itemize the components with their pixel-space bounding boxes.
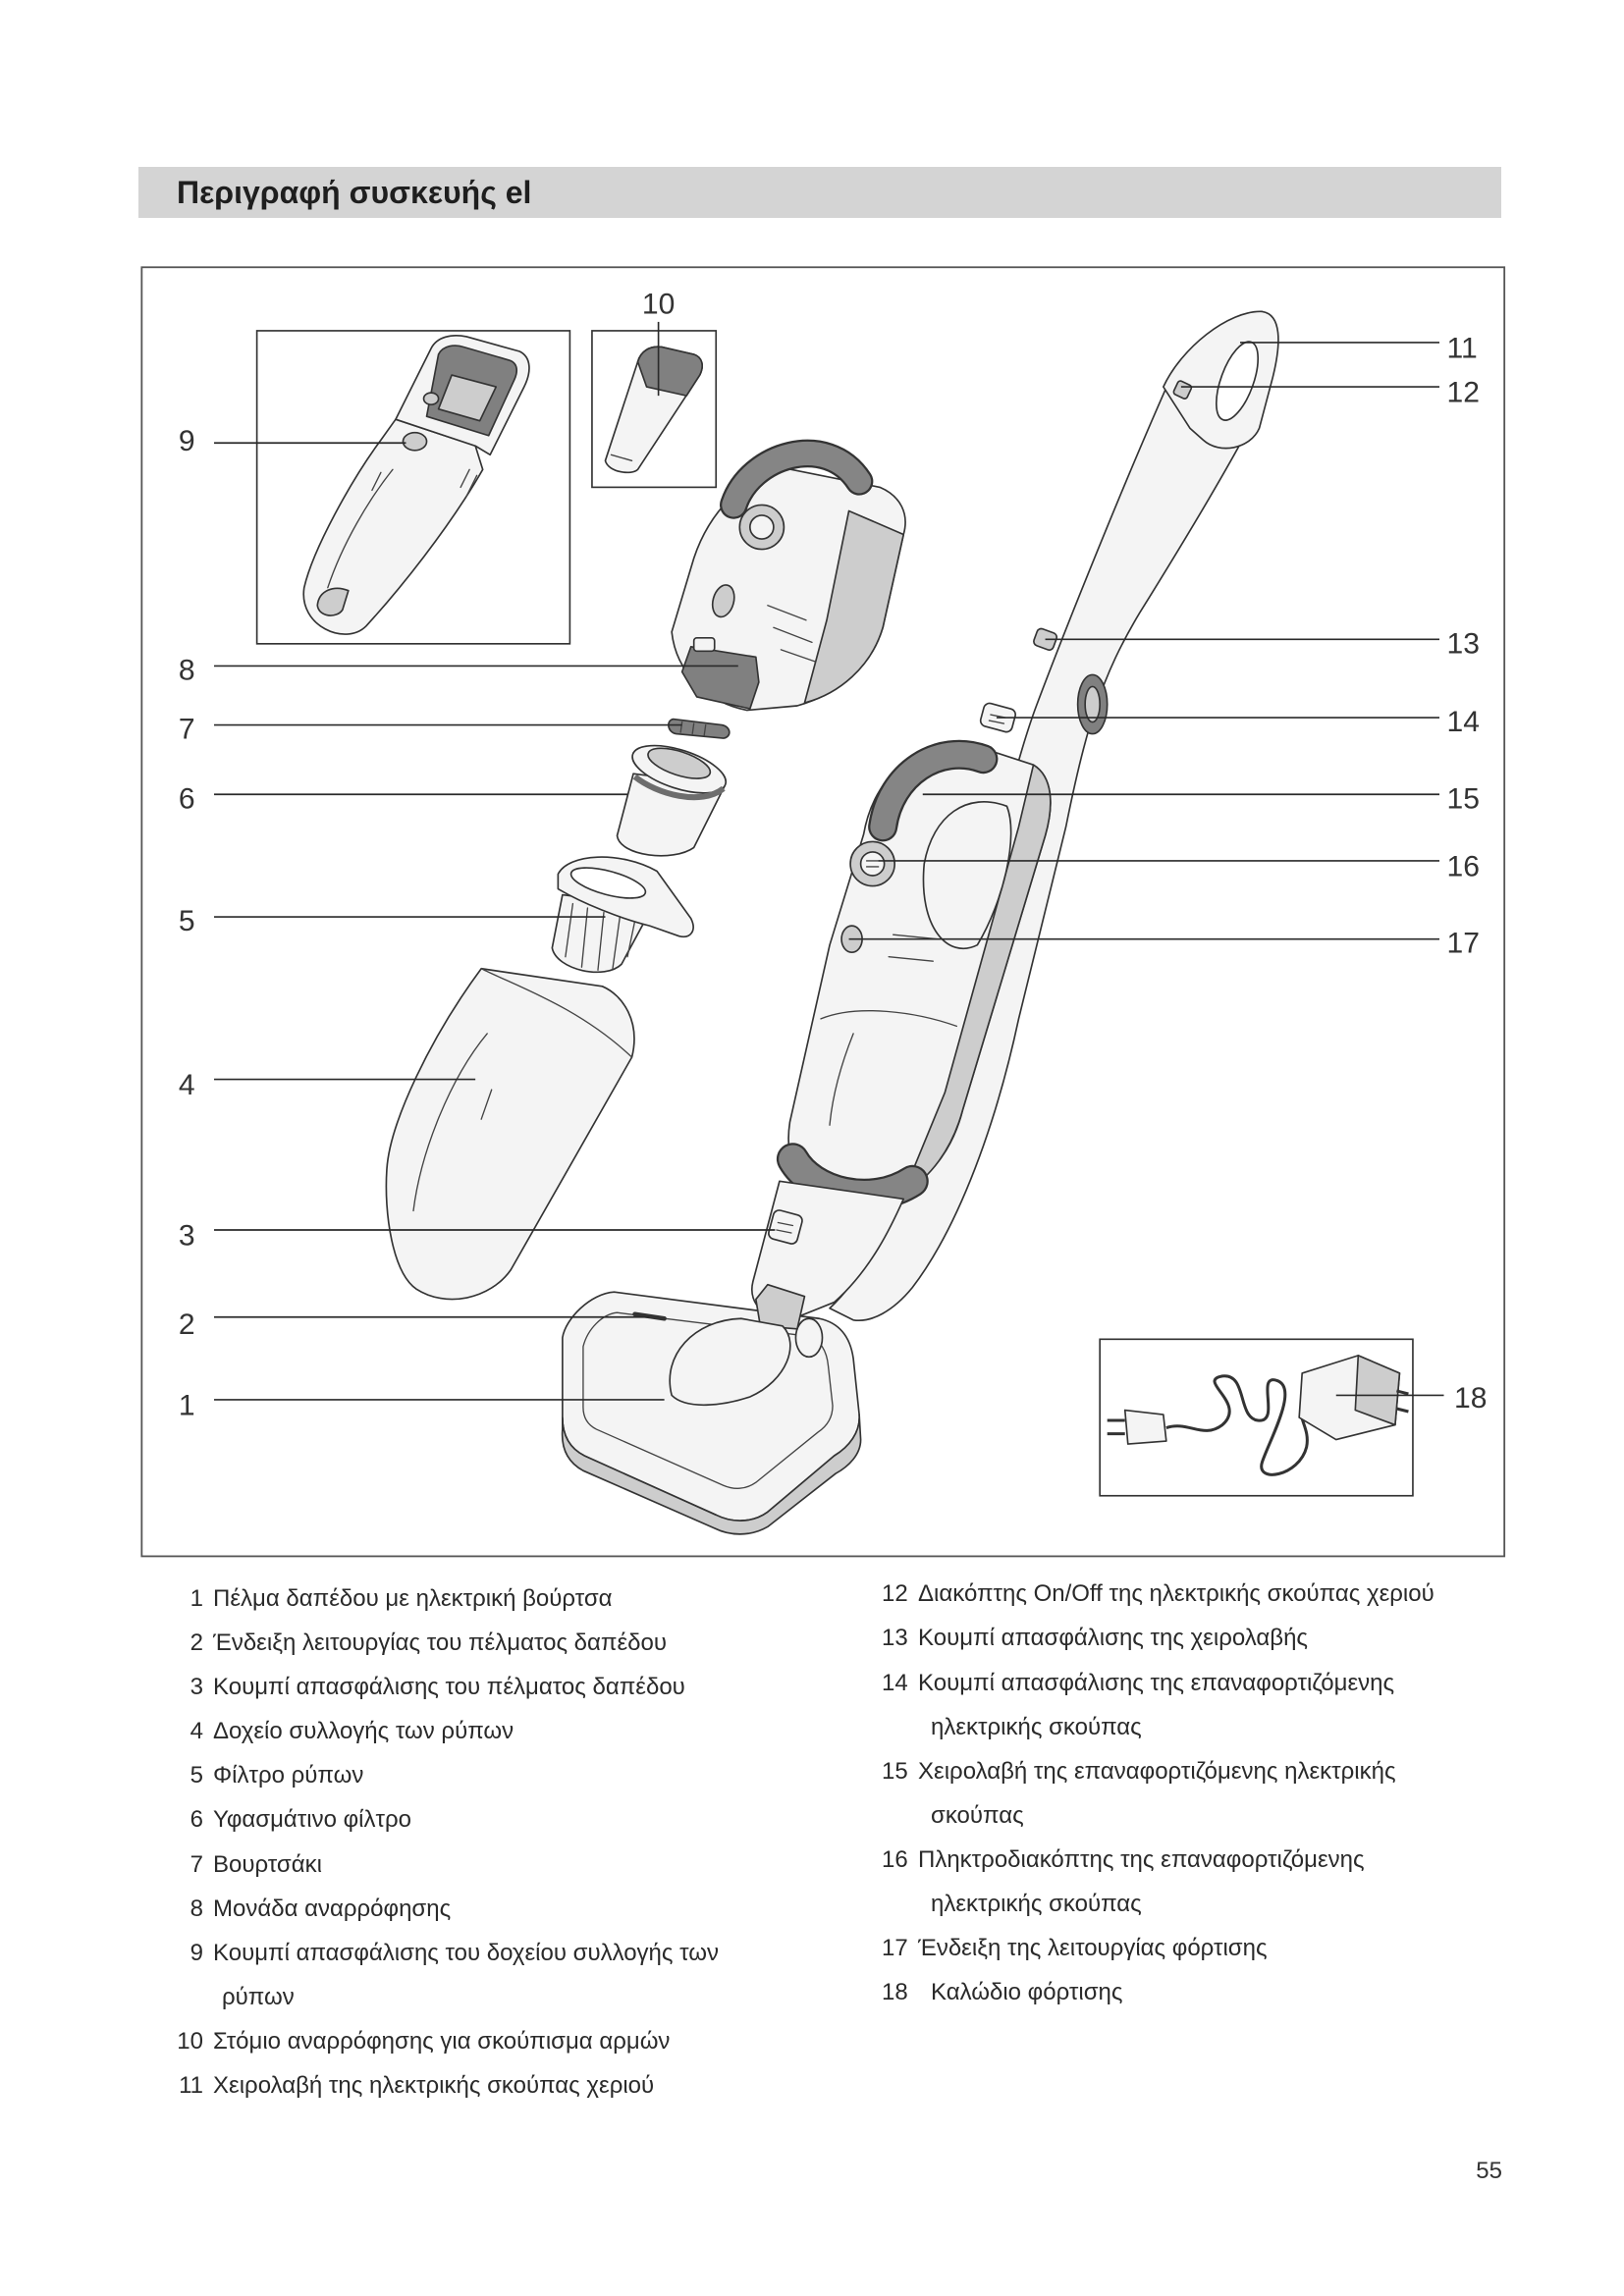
callout-12: 12 xyxy=(1446,376,1480,409)
legend-item-5 xyxy=(164,1761,363,1790)
legend-text: Βουρτσάκι xyxy=(213,1851,322,1878)
legend-number: 6 xyxy=(189,1806,203,1833)
callout-16: 16 xyxy=(1446,850,1480,883)
suction-unit-drawing xyxy=(672,454,905,711)
callout-7: 7 xyxy=(178,713,195,746)
legend-text: Χειρολαβή της ηλεκτρικής σκούπας χεριού xyxy=(213,2072,655,2099)
release-button-9-drawing xyxy=(403,433,426,451)
small-brush-drawing xyxy=(669,720,730,739)
callout-1: 1 xyxy=(178,1389,195,1422)
legend-number: 12 xyxy=(882,1580,908,1607)
legend-text: Καλώδιο φόρτισης xyxy=(931,1979,1123,2005)
legend-number: 4 xyxy=(189,1718,203,1744)
legend-item-15-continued: σκούπας xyxy=(931,1802,1024,1829)
legend-item-18 xyxy=(882,1978,1122,2007)
legend-text: Πληκτροδιακόπτης της επαναφορτιζόμενης xyxy=(918,1846,1365,1873)
legend-item-3 xyxy=(164,1673,685,1702)
callout-9: 9 xyxy=(178,425,195,458)
legend-text: Κουμπί απασφάλισης του πέλματος δαπέδου xyxy=(213,1674,685,1700)
legend-item-7 xyxy=(164,1850,322,1880)
legend-number: 15 xyxy=(882,1758,908,1785)
legend-text: Διακόπτης On/Off της ηλεκτρικής σκούπας χεριού xyxy=(918,1580,1435,1607)
legend-text: Στόμιο αναρρόφησης για σκούπισμα αρμών xyxy=(213,2028,671,2055)
legend-number: 18 xyxy=(882,1979,908,2005)
legend-item-11 xyxy=(164,2071,654,2101)
legend-text: Πέλμα δαπέδου με ηλεκτρική βούρτσα xyxy=(213,1585,613,1612)
legend-number: 14 xyxy=(882,1670,908,1696)
legend-text: Ένδειξη της λειτουργίας φόρτισης xyxy=(918,1935,1268,1961)
page-title: Περιγραφή συσκευής el xyxy=(177,175,532,210)
callout-8: 8 xyxy=(178,654,195,687)
legend-item-8 xyxy=(164,1895,451,1924)
legend-item-13 xyxy=(882,1624,1308,1653)
legend-item-17 xyxy=(882,1934,1268,1963)
legend-number: 2 xyxy=(189,1629,203,1656)
legend-item-10 xyxy=(164,2027,670,2056)
legend-item-9 xyxy=(164,1939,719,1968)
legend-text: Φίλτρο ρύπων xyxy=(213,1762,364,1789)
legend-item-16 xyxy=(882,1845,1365,1875)
legend-item-4 xyxy=(164,1717,514,1746)
legend-number: 16 xyxy=(882,1846,908,1873)
legend-item-2 xyxy=(164,1629,667,1658)
legend-item-14 xyxy=(882,1669,1394,1698)
legend-text: Κουμπί απασφάλισης της χειρολαβής xyxy=(918,1625,1308,1651)
callout-17: 17 xyxy=(1446,927,1480,960)
crevice-nozzle-inset xyxy=(592,331,716,487)
legend-number: 10 xyxy=(177,2028,203,2055)
callout-15: 15 xyxy=(1446,782,1480,816)
legend-number: 17 xyxy=(882,1935,908,1961)
legend-item-15 xyxy=(882,1757,1396,1787)
callout-2: 2 xyxy=(178,1308,195,1341)
legend-text: Ένδειξη λειτουργίας του πέλματος δαπέδου xyxy=(213,1629,667,1656)
legend-number: 9 xyxy=(189,1940,203,1966)
page-number: 55 xyxy=(1476,2158,1502,2184)
legend-text: Μονάδα αναρρόφησης xyxy=(213,1896,452,1922)
dust-container-drawing xyxy=(386,969,634,1300)
charging-cable-inset xyxy=(1100,1339,1413,1495)
callout-4: 4 xyxy=(178,1069,195,1102)
cloth-filter-drawing xyxy=(618,736,731,856)
legend-item-9-continued: ρύπων xyxy=(222,1984,295,2010)
legend-number: 8 xyxy=(189,1896,203,1922)
callout-18: 18 xyxy=(1454,1381,1488,1415)
callout-13: 13 xyxy=(1446,627,1480,661)
legend-text: Κουμπί απασφάλισης της επαναφορτιζόμενης xyxy=(918,1670,1395,1696)
legend-text: Κουμπί απασφάλισης του δοχείου συλλογής των xyxy=(213,1940,720,1966)
legend-text: Χειρολαβή της επαναφορτιζόμενης ηλεκτρικής xyxy=(918,1758,1396,1785)
legend-item-6 xyxy=(164,1805,411,1835)
legend-item-12 xyxy=(882,1579,1435,1609)
legend-number: 3 xyxy=(189,1674,203,1700)
legend-number: 7 xyxy=(189,1851,203,1878)
callout-3: 3 xyxy=(178,1219,195,1253)
callout-10: 10 xyxy=(641,288,676,321)
callout-5: 5 xyxy=(178,905,195,938)
legend-number: 13 xyxy=(882,1625,908,1651)
legend-text: Υφασμάτινο φίλτρο xyxy=(213,1806,411,1833)
legend-item-16-continued: ηλεκτρικής σκούπας xyxy=(931,1891,1142,1917)
legend-number: 1 xyxy=(189,1585,203,1612)
legend-text: Δοχείο συλλογής των ρύπων xyxy=(213,1718,514,1744)
legend-item-1 xyxy=(164,1584,613,1614)
callout-11: 11 xyxy=(1446,332,1478,365)
handheld-vacuum-inset xyxy=(257,331,570,644)
callout-14: 14 xyxy=(1446,706,1480,739)
legend-item-14-continued: ηλεκτρικής σκούπας xyxy=(931,1714,1142,1740)
callout-6: 6 xyxy=(178,782,195,816)
legend-number: 5 xyxy=(189,1762,203,1789)
dirt-filter-drawing xyxy=(552,857,693,972)
legend-number: 11 xyxy=(179,2072,203,2099)
